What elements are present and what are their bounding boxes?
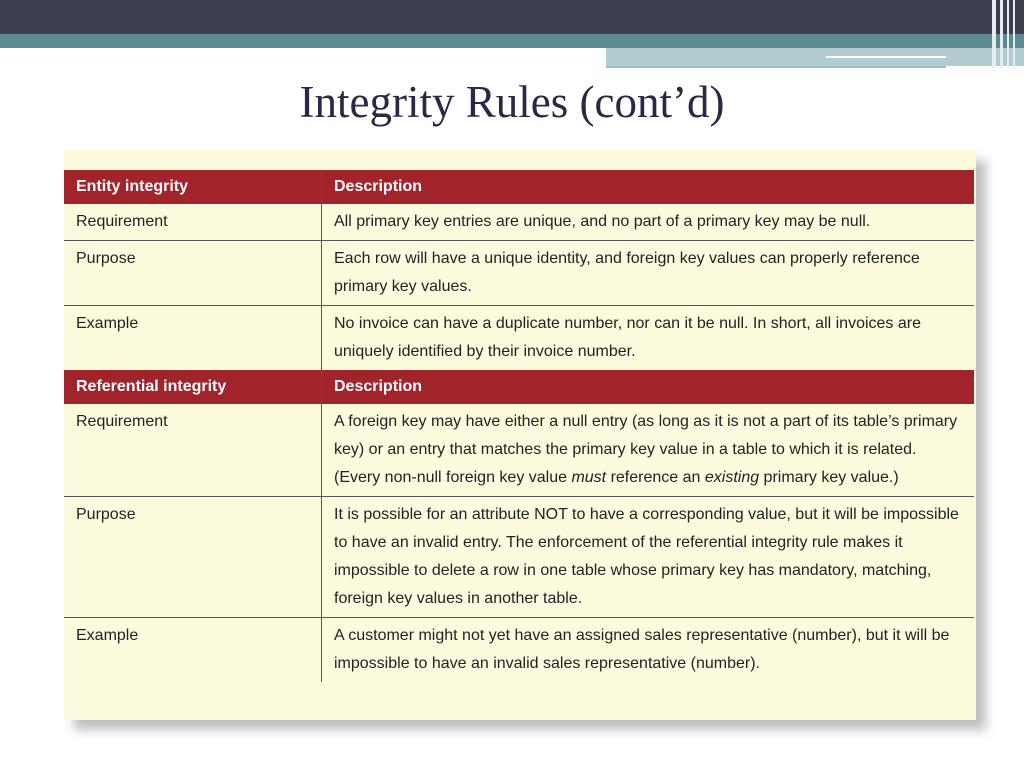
- table-row: [64, 204, 974, 241]
- row-label: Example: [64, 306, 322, 371]
- slide-title: Integrity Rules (cont’d): [299, 77, 725, 127]
- teal-accent: [606, 48, 1024, 66]
- row-label: Requirement: [64, 404, 322, 497]
- integrity-table: [64, 170, 974, 682]
- row-text: Each row will have a unique identity, and foreign key values can properly reference primary key values.: [322, 241, 975, 306]
- row-label: Example: [64, 618, 322, 683]
- row-text: A customer might not yet have an assigned sales representative (number), but it will be impossible to have an invalid sales representative (number).: [322, 618, 975, 683]
- right-stripe: [1013, 0, 1015, 68]
- referential-header-row: [64, 370, 974, 404]
- row-text: No invoice can have a duplicate number, nor can it be null. In short, all invoices are uniquely identified by their invoice number.: [322, 306, 975, 371]
- entity-header-description: Description: [322, 170, 975, 204]
- entity-header-row: [64, 170, 974, 204]
- row-label: Requirement: [64, 204, 322, 241]
- row-text: [322, 404, 975, 497]
- right-stripe: [1007, 0, 1009, 68]
- requirement-emphasis-must: must: [571, 469, 607, 486]
- table-row: [64, 497, 974, 618]
- requirement-text-c: primary key value.): [759, 469, 899, 486]
- row-label: Purpose: [64, 497, 322, 618]
- white-accent-line: [826, 56, 946, 58]
- top-bar: [0, 0, 1024, 34]
- requirement-text-b: reference an: [606, 469, 705, 486]
- right-stripe: [1000, 0, 1003, 68]
- entity-header-label: Entity integrity: [64, 170, 322, 204]
- right-stripe: [992, 0, 996, 68]
- table-row: [64, 618, 974, 683]
- referential-header-description: Description: [322, 370, 975, 404]
- table-row: [64, 306, 974, 371]
- row-text: It is possible for an attribute NOT to have a corresponding value, but it will be impossible to have an invalid entry. The enforcement of the referential integrity rule makes it impossible to delete a row in one table whose primary key has mandatory, matching, foreign key values in another table.: [322, 497, 975, 618]
- referential-header-label: Referential integrity: [64, 370, 322, 404]
- row-label: Purpose: [64, 241, 322, 306]
- requirement-emphasis-existing: existing: [704, 469, 760, 486]
- row-text: All primary key entries are unique, and no part of a primary key may be null.: [334, 213, 871, 230]
- integrity-table-panel: [64, 150, 976, 720]
- requirement-text-a: A foreign key may have either a null entry (as long as it is not a part of its table’s primary key) or an entry that matches the primary key value in a table to which it is related. (Every non-null foreign key value: [334, 413, 958, 486]
- table-row: [64, 241, 974, 306]
- teal-accent-line: [606, 66, 946, 68]
- table-row: [64, 404, 974, 497]
- teal-band: [0, 34, 1024, 48]
